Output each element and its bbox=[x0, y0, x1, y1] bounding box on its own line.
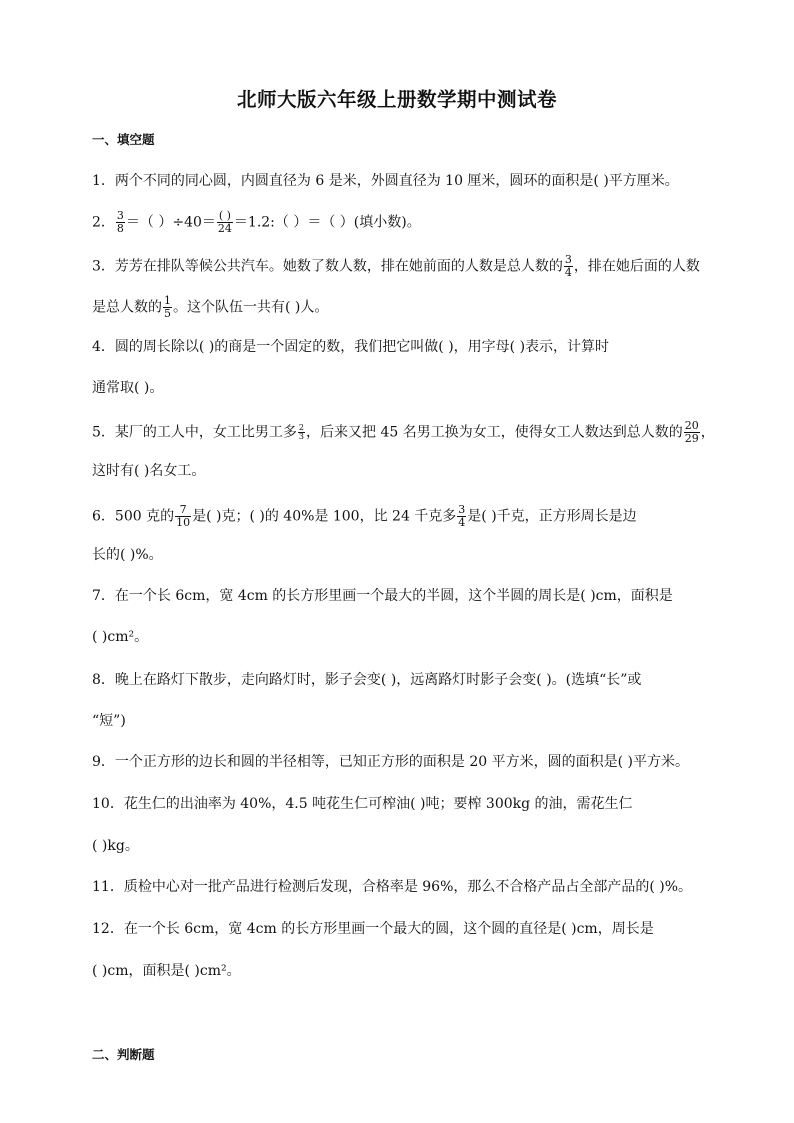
question-1: 1．两个不同的同心圆，内圆直径为 6 是米，外圆直径为 10 厘米，圆环的面积是( )平方厘米。 bbox=[92, 173, 679, 189]
question-7-line-2: ( )cm²。 bbox=[92, 629, 149, 645]
question-2-mid: ＝（ ）÷40＝ bbox=[125, 214, 216, 231]
fraction-2-3: $\frac{2}{3}$ bbox=[298, 423, 305, 441]
question-12-line-1: 12．在一个长 6cm，宽 4cm 的长方形里画一个最大的圆，这个圆的直径是( )cm，周长是 bbox=[92, 921, 654, 937]
fraction-blank-24: $\frac{( )}{24}$ bbox=[217, 209, 232, 235]
fraction-3-4: $\frac{3}{4}$ bbox=[458, 503, 466, 529]
question-4-line-1: 4．圆的周长除以( )的商是一个固定的数，我们把它叫做( )，用字母( )表示，计算时 bbox=[92, 339, 610, 355]
question-10-line-2: ( )kg。 bbox=[92, 838, 139, 854]
question-4-line-2: 通常取( )。 bbox=[92, 380, 164, 396]
question-8-line-1: 8．晚上在路灯下散步，走向路灯时，影子会变( )，远离路灯时影子会变( )。(选填“长”或 bbox=[92, 672, 642, 688]
fraction-3-4: $\frac{3}{4}$ bbox=[564, 253, 572, 279]
question-7-line-1: 7．在一个长 6cm，宽 4cm 的长方形里画一个最大的半圆，这个半圆的周长是( )cm，面积是 bbox=[92, 588, 673, 604]
fraction-7-10: $\frac{7}{10}$ bbox=[176, 503, 191, 529]
question-12-line-2: ( )cm，面积是( )cm²。 bbox=[92, 963, 241, 979]
question-11: 11．质检中心对一批产品进行检测后发现，合格率是 96%，那么不合格产品占全部产品的( )%。 bbox=[92, 879, 693, 895]
question-9: 9．一个正方形的边长和圆的半径相等，已知正方形的面积是 20 平方米，圆的面积是( )平方米。 bbox=[92, 754, 689, 770]
section-heading-fill-blank: 一、填空题 bbox=[92, 132, 155, 147]
question-6-line-1: 6．500 克的 $\frac{7}{10}$ 是( )克；( )的 40%是 100，比 24 千克多 $\frac{3}{4}$ 是( )千克，正方形周长是边 bbox=[92, 503, 637, 529]
question-6-line-2: 长的( )%。 bbox=[92, 547, 163, 563]
question-8-line-2: “短”) bbox=[92, 713, 126, 729]
question-2-tail: ＝1.2:（ ）＝（ ）(填小数)。 bbox=[233, 214, 421, 231]
question-3-line-1: 3．芳芳在排队等候公共汽车。她数了数人数，排在她前面的人数是总人数的 $\frac{3}{4}$ ，排在她后面的人数 bbox=[92, 253, 700, 279]
question-3-line-2: 是总人数的 $\frac{1}{5}$ 。这个队伍一共有( )人。 bbox=[92, 294, 329, 320]
question-2-number: 2． bbox=[92, 214, 115, 231]
question-2 bbox=[92, 210, 421, 235]
question-5-line-2: 这时有( )名女工。 bbox=[92, 463, 206, 479]
question-5-line-1: 5．某厂的工人中，女工比男工多 $\frac{2}{3}$ ，后来又把 45 名男工换为女工，使得女工人数达到总人数的 $\frac{20}{29}$ ， bbox=[92, 419, 715, 445]
section-heading-true-false: 二、判断题 bbox=[92, 1047, 155, 1062]
fraction-3-8: $\frac{3}{8}$ bbox=[116, 209, 124, 235]
fraction-1-5: $\frac{1}{5}$ bbox=[164, 294, 171, 320]
question-10-line-1: 10．花生仁的出油率为 40%，4.5 吨花生仁可榨油( )吨；要榨 300kg 的油，需花生仁 bbox=[92, 796, 633, 812]
page-title: 北师大版六年级上册数学期中测试卷 bbox=[236, 88, 557, 111]
fraction-20-29: $\frac{20}{29}$ bbox=[684, 419, 699, 445]
